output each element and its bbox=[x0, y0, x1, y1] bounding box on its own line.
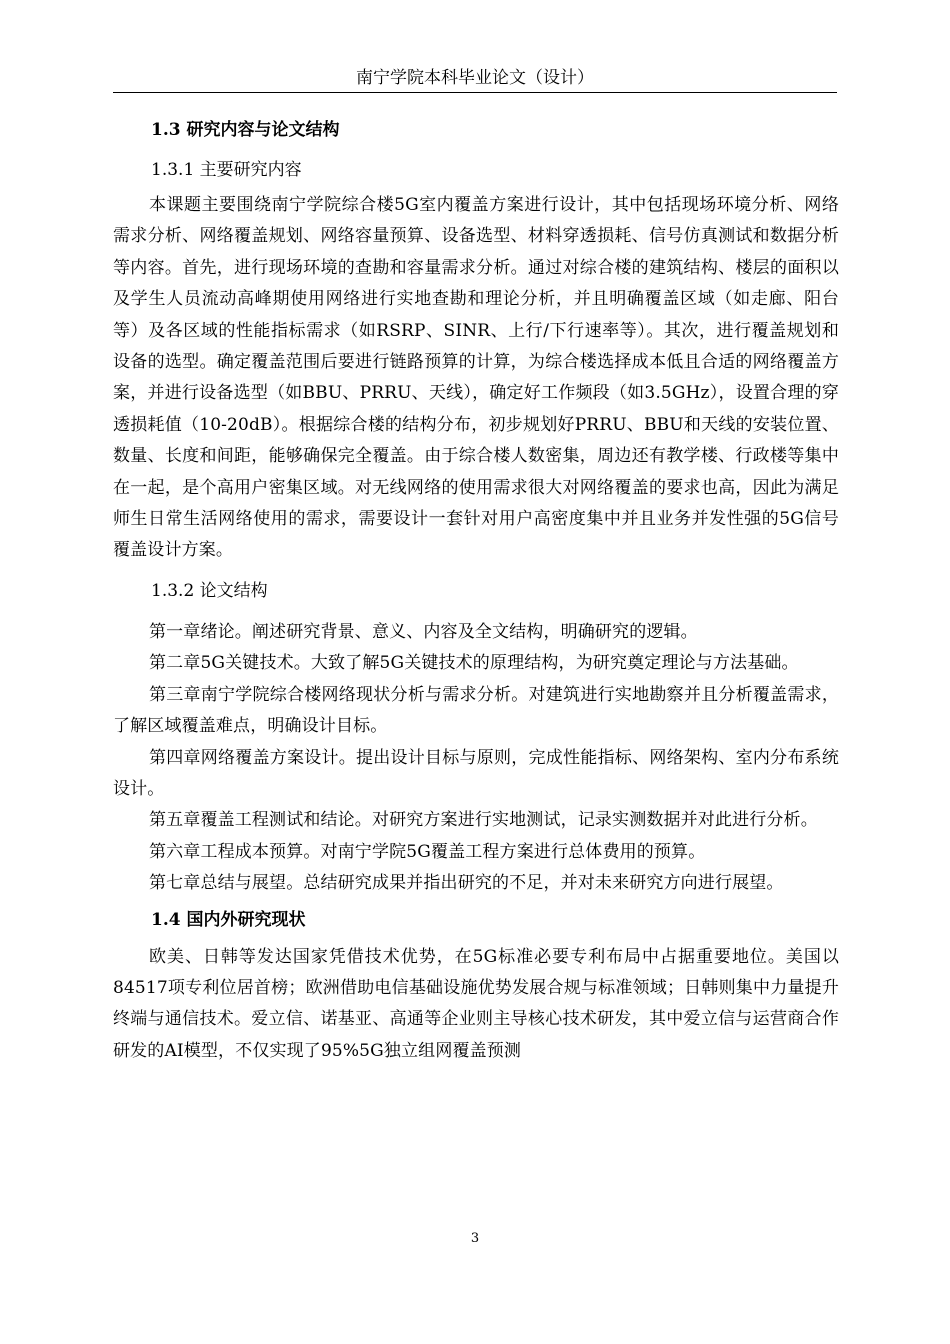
section-1-4-heading: 1.4 国内外研究现状 bbox=[151, 909, 306, 930]
chapter-7-item: 第七章总结与展望。总结研究成果并指出研究的不足，并对未来研究方向进行展望。 bbox=[149, 873, 784, 894]
page-number: 3 bbox=[470, 1231, 480, 1246]
chapter-1-item: 第一章绪论。阐述研究背景、意义、内容及全文结构，明确研究的逻辑。 bbox=[149, 621, 698, 642]
section-1-3-heading: 1.3 研究内容与论文结构 bbox=[151, 120, 340, 140]
chapter-6-item: 第六章工程成本预算。对南宁学院5G覆盖工程方案进行总体费用的预算。 bbox=[149, 841, 706, 862]
section-1-3-2-heading: 1.3.2 论文结构 bbox=[151, 580, 268, 601]
chapter-3-item: 第三章南宁学院综合楼网络现状分析与需求分析。对建筑进行实地勘察并且分析覆盖需求，了解区域覆盖难点，明确设计目标。 bbox=[113, 684, 839, 737]
chapter-4-item: 第四章网络覆盖方案设计。提出设计目标与原则，完成性能指标、网络架构、室内分布系统设计。 bbox=[113, 747, 839, 799]
page-body bbox=[113, 114, 839, 1067]
section-1-3-1-paragraph: 本课题主要围绕南宁学院综合楼5G室内覆盖方案进行设计，其中包括现场环境分析、网络需求分析、网络覆盖规划、网络容量预算、设备选型、材料穿透损耗、信号仿真测试和数据分析等内容。首先，进行现场环境的查勘和容量需求分析。通过对综合楼的建筑结构、楼层的面积以及学生人员流动高峰期使用网络进行实地查勘和理论分析，并且明确覆盖区域（如走廊、阳台等）及各区域的性能指标需求（如RSRP、SINR、上行/下行速率等）。其次，进行覆盖规划和设备的选型。确定覆盖范围后要进行链路预算的计算，为综合楼选择成本低且合适的网络覆盖方案，并进行设备选型（如BBU、PRRU、天线），确定好工作频段（如3.5GHz），设置合理的穿透损耗值（10-20dB）。根据综合楼的结构分布，初步规划好PRRU、BBU和天线的安装位置、数量、长度和间距，能够确保完全覆盖。由于综合楼人数密集，周边还有教学楼、行政楼等集中在一起，是个高用户密集区域。对无线网络的使用需求很大对网络覆盖的要求也高，因此为满足师生日常生活网络使用的需求，需要设计一套针对用户高密度集中并且业务并发性强的5G信号覆盖设计方案。 bbox=[113, 195, 839, 561]
section-1-3-1-heading: 1.3.1 主要研究内容 bbox=[151, 160, 302, 180]
header-rule bbox=[113, 92, 837, 93]
section-1-4-paragraph: 欧美、日韩等发达国家凭借技术优势，在5G标准必要专利布局中占据重要地位。美国以84517项专利位居首榜；欧洲借助电信基础设施优势发展合规与标准领域；日韩则集中力量提升终端与通信技术。爱立信、诺基亚、高通等企业则主导核心技术研发，其中爱立信与运营商合作研发的AI模型，不仅实现了95%5G独立组网覆盖预测 bbox=[113, 946, 839, 1061]
running-header: 南宁学院本科毕业论文（设计） bbox=[356, 68, 594, 88]
chapter-2-item: 第二章5G关键技术。大致了解5G关键技术的原理结构，为研究奠定理论与方法基础。 bbox=[149, 653, 799, 674]
chapter-5-item: 第五章覆盖工程测试和结论。对研究方案进行实地测试，记录实测数据并对此进行分析。 bbox=[149, 810, 818, 831]
